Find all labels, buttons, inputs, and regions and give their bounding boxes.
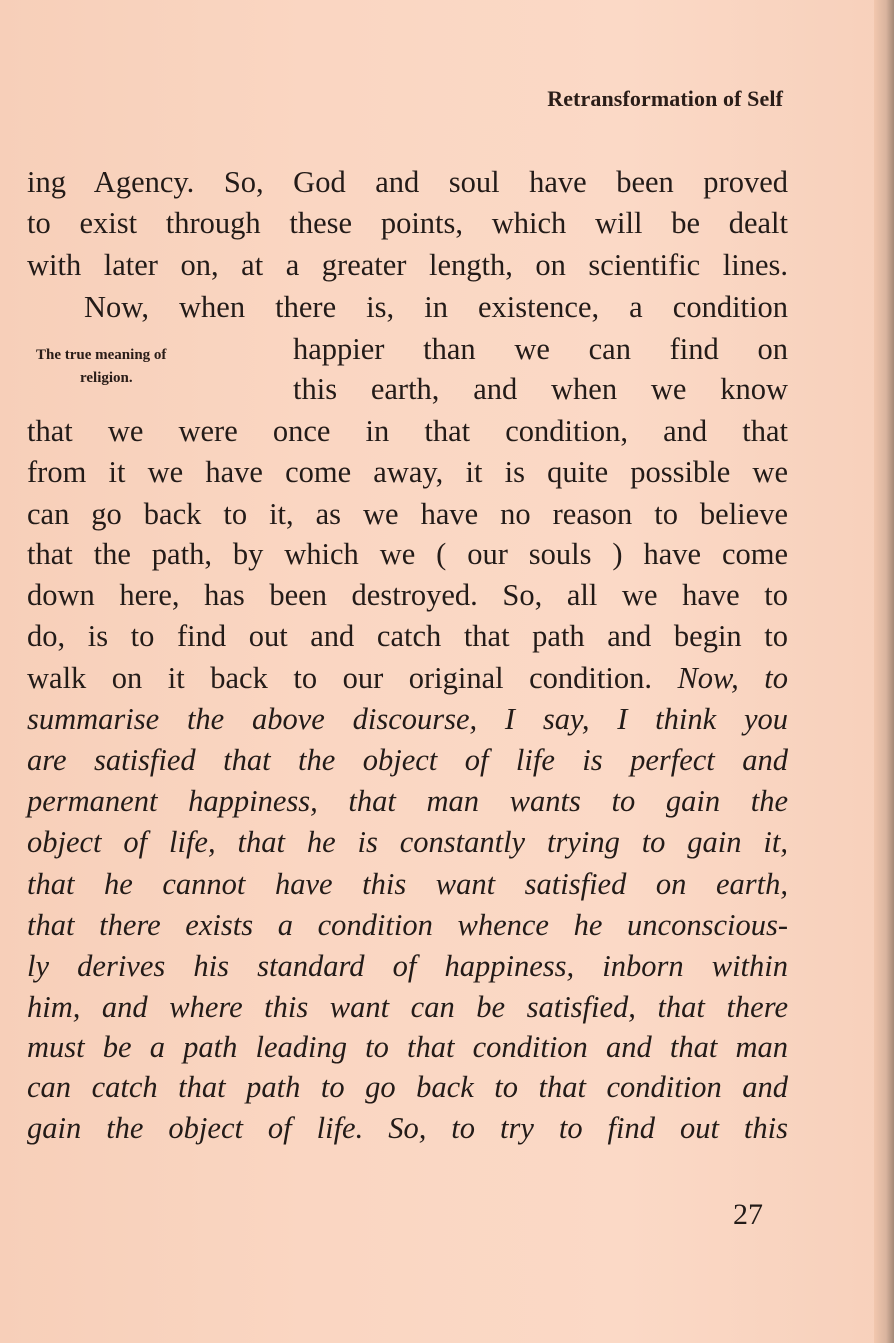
body-line: this earth, and when we know <box>293 372 788 406</box>
body-line: can go back to it, as we have no reason to believe <box>27 497 788 531</box>
body-line: that we were once in that condition, and that <box>27 414 788 448</box>
page-edge-shadow <box>874 0 894 1343</box>
page-number: 27 <box>733 1198 763 1231</box>
body-line-italic-part: Now, to <box>677 661 788 695</box>
body-line-roman-part: walk on it back to our original condition. <box>27 661 652 695</box>
italic-line: are satisfied that the object of life is perfect and <box>27 743 788 777</box>
running-head: Retransformation of Self <box>547 86 783 111</box>
italic-line: him, and where this want can be satisfied, that there <box>27 990 788 1024</box>
italic-line: that he cannot have this want satisfied on earth, <box>27 867 788 901</box>
body-line: from it we have come away, it is quite possible we <box>27 455 788 489</box>
body-line: Now, when there is, in existence, a condition <box>84 290 788 324</box>
italic-line: that there exists a condition whence he unconscious- <box>27 908 788 942</box>
body-line: to exist through these points, which will be dealt <box>27 206 788 240</box>
body-line: happier than we can find on <box>293 332 788 366</box>
body-line: with later on, at a greater length, on scientific lines. <box>27 248 788 282</box>
italic-line: ly derives his standard of happiness, inborn within <box>27 949 788 983</box>
italic-line: can catch that path to go back to that condition and <box>27 1070 788 1104</box>
italic-line: gain the object of life. So, to try to find out this <box>27 1111 788 1145</box>
margin-note <box>36 344 250 390</box>
body-line: down here, has been destroyed. So, all we have to <box>27 578 788 612</box>
italic-line: must be a path leading to that condition and that man <box>27 1030 788 1064</box>
italic-line: permanent happiness, that man wants to gain the <box>27 784 788 818</box>
italic-line: summarise the above discourse, I say, I think you <box>27 702 788 736</box>
margin-note-line-2: religion. <box>80 370 133 386</box>
margin-note-line-1: The true meaning of <box>36 347 167 363</box>
body-line: do, is to find out and catch that path and begin to <box>27 619 788 653</box>
italic-line: object of life, that he is constantly trying to gain it, <box>27 825 788 859</box>
body-line: that the path, by which we ( our souls ) have come <box>27 537 788 571</box>
body-line-mixed <box>27 663 788 694</box>
body-line: ing Agency. So, God and soul have been proved <box>27 165 788 199</box>
